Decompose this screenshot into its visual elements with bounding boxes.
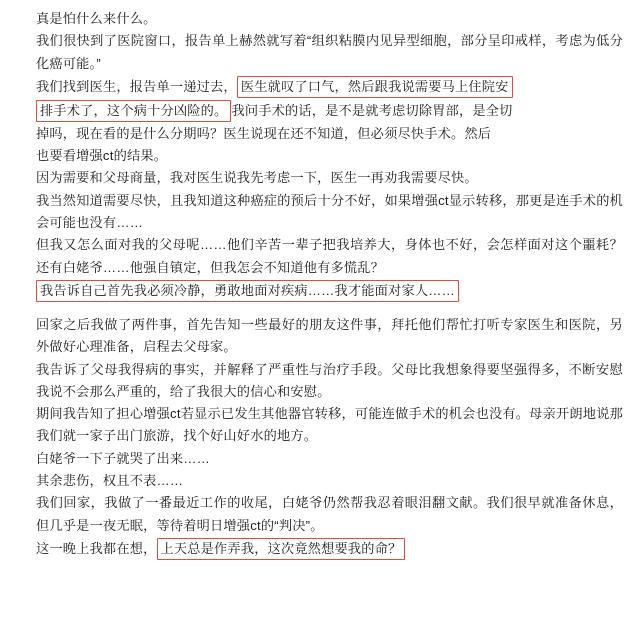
paragraph-text: 掉吗，现在看的是什么分期吗？医生说现在还不知道，但必须尽快手术。然后 — [36, 125, 492, 141]
highlight-box: 我告诉自己首先我必须冷静，勇敢地面对疾病……我才能面对家人…… — [36, 280, 459, 302]
paragraph-text: 我问手术的话，是不是就考虑切除胃部，是全切 — [231, 102, 513, 118]
paragraph: 我告诉了父母我得病的事实，并解释了严重性与治疗手段。父母比我想象得要坚强得多，不断安慰我说不会那么严重的，给了我很大的信心和安慰。 — [36, 361, 623, 399]
paragraph: 白姥爷一下子就哭了出来…… — [36, 450, 211, 466]
paragraph-with-highlight — [36, 75, 623, 99]
paragraph-spacer — [36, 303, 623, 314]
paragraph-with-highlight — [36, 537, 623, 561]
paragraph: 但我又怎么面对我的父母呢……他们辛苦一辈子把我培养大，身体也不好，会怎样面对这个噩耗？还有白姥爷……他强自镇定，但我怎会不知道他有多慌乱？ — [36, 237, 623, 275]
highlight-box: 上天总是作弄我，这次竟然想要我的命？ — [157, 538, 406, 560]
paragraph: 期间我告知了担心增强ct若显示已发生其他器官转移，可能连做手术的机会也没有。母亲开朗地说那我们就一家子出门旅游，找个好山好水的地方。 — [36, 406, 623, 444]
paragraph: 真是怕什么来什么。 — [36, 11, 157, 26]
paragraph-text: 这一晚上我都在想， — [36, 540, 157, 556]
paragraph: 我们回家，我做了一番最近工作的收尾，白姥爷仍然帮我忍着眼泪翻文献。我们很早就准备休息，但几乎是一夜无眠，等待着明日增强ct的“判决”。 — [36, 495, 623, 533]
paragraph-with-highlight — [36, 99, 623, 123]
paragraph: 其余悲伤，权且不表…… — [36, 473, 184, 489]
paragraph: 我当然知道需要尽快，且我知道这种癌症的预后十分不好，如果增强ct显示转移，那更是连手术的机会可能也没有…… — [36, 192, 623, 231]
highlight-box: 排手术了，这个病十分凶险的。 — [36, 100, 231, 122]
highlight-box: 医生就叹了口气，然后跟我说需要马上住院安 — [237, 76, 513, 98]
paragraph: 因为需要和父母商量，我对医生说我先考虑一下，医生一再劝我需要尽快。 — [36, 170, 478, 186]
paragraph: 我们很快到了医院窗口，报告单上赫然就写着“组织粘膜内见异型细胞，部分呈印戒样，考虑为低分化癌可能。” — [36, 33, 623, 71]
paragraph-text: 也要看增强ct的结果。 — [36, 148, 168, 164]
paragraph: 回家之后我做了两件事，首先告知一些最好的朋友这件事，拜托他们帮忙打听专家医生和医院，另外做好心理准备，启程去父母家。 — [36, 316, 623, 355]
paragraph-with-highlight — [36, 279, 623, 303]
paragraph-text: 我们找到医生，报告单一递过去， — [36, 78, 237, 94]
